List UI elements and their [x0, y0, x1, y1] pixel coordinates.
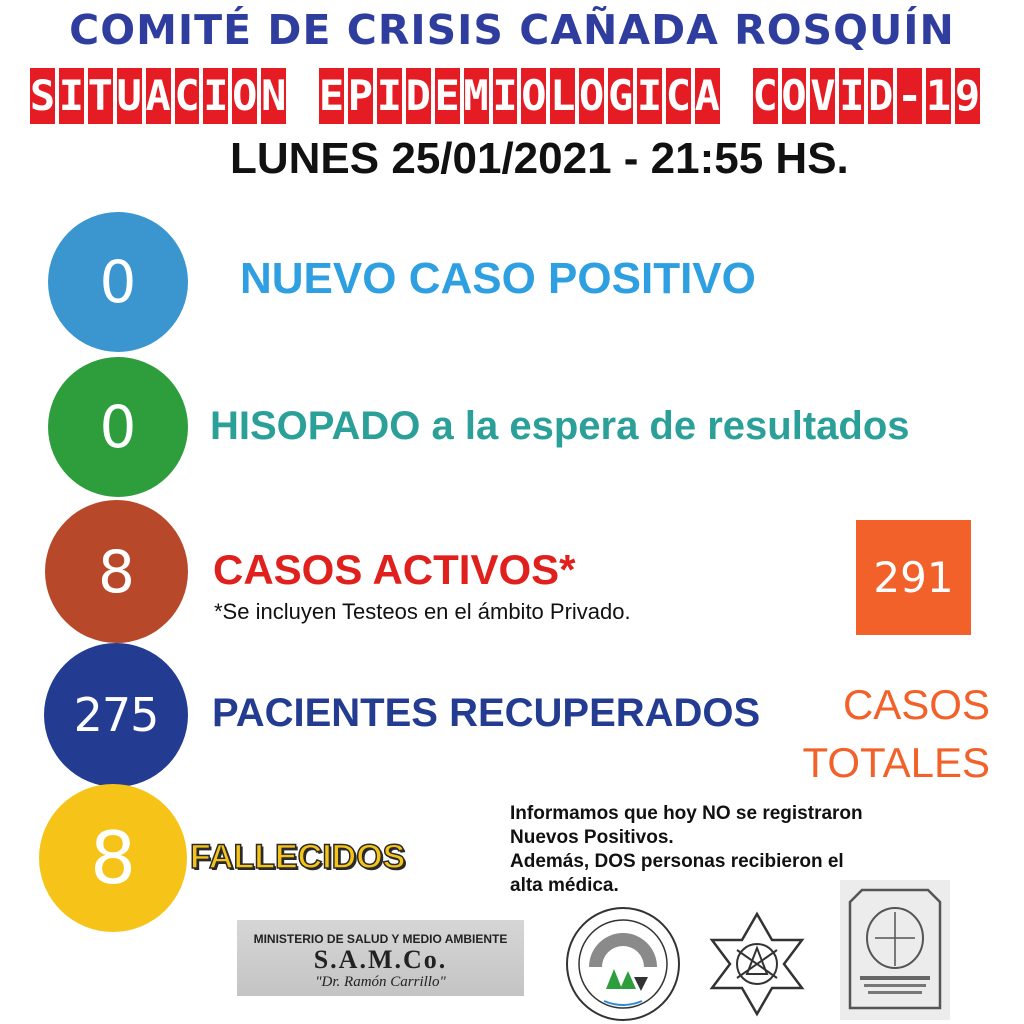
- recovered-label: PACIENTES RECUPERADOS: [212, 691, 761, 735]
- new-cases-label: NUEVO CASO POSITIVO: [240, 254, 756, 303]
- info-line: Informamos que hoy NO se registraron: [510, 803, 863, 824]
- subtitle-letter: A: [695, 68, 720, 124]
- subtitle-letter: I: [637, 68, 662, 124]
- subtitle-letter: N: [261, 68, 286, 124]
- subtitle-gap: [724, 68, 749, 124]
- total-cases-label-line2: TOTALES: [802, 739, 990, 786]
- new-cases-count: 0: [48, 212, 188, 352]
- subtitle-letter: C: [666, 68, 691, 124]
- subtitle-letter: T: [88, 68, 113, 124]
- subtitle-letter: O: [579, 68, 604, 124]
- subtitle-letter: D: [868, 68, 893, 124]
- total-cases-count: 291: [856, 520, 971, 635]
- samco-logo: [237, 920, 524, 996]
- subtitle-letter: U: [117, 68, 142, 124]
- subtitle-letter: O: [232, 68, 257, 124]
- subtitle-letter: S: [30, 68, 55, 124]
- subtitle-letter: I: [203, 68, 228, 124]
- subtitle-letter: L: [550, 68, 575, 124]
- subtitle-letter: M: [464, 68, 489, 124]
- subtitle-letter: 9: [955, 68, 980, 124]
- samco-ministry-text: MINISTERIO DE SALUD Y MEDIO AMBIENTE: [253, 932, 508, 946]
- total-cases-label: [770, 676, 990, 792]
- subtitle-letter: C: [753, 68, 778, 124]
- subtitle-banner: [30, 68, 980, 124]
- police-station-seal-icon: [840, 880, 950, 1020]
- samco-doctor: "Dr. Ramón Carrillo": [315, 974, 446, 990]
- firefighters-emblem-icon: [702, 910, 812, 1018]
- info-line: Además, DOS personas recibieron el: [510, 851, 844, 872]
- info-line: Nuevos Positivos.: [510, 827, 674, 848]
- samco-name: S.A.M.Co.: [313, 945, 448, 974]
- subtitle-letter: O: [521, 68, 546, 124]
- subtitle-gap: [290, 68, 315, 124]
- subtitle-letter: G: [608, 68, 633, 124]
- subtitle-letter: I: [377, 68, 402, 124]
- subtitle-letter: P: [348, 68, 373, 124]
- subtitle-letter: C: [175, 68, 200, 124]
- page-title: COMITÉ DE CRISIS CAÑADA ROSQUÍN: [69, 6, 955, 54]
- active-cases-note: *Se incluyen Testeos en el ámbito Privado.: [214, 599, 631, 624]
- subtitle-letter: -: [897, 68, 922, 124]
- subtitle-letter: I: [493, 68, 518, 124]
- active-cases-count: 8: [45, 500, 188, 643]
- subtitle-letter: V: [810, 68, 835, 124]
- info-line: alta médica.: [510, 875, 619, 896]
- subtitle-letter: I: [839, 68, 864, 124]
- deaths-count: 8: [39, 784, 187, 932]
- subtitle-letter: A: [146, 68, 171, 124]
- active-cases-label: CASOS ACTIVOS*: [213, 546, 576, 593]
- subtitle-letter: E: [319, 68, 344, 124]
- recovered-count: 275: [44, 643, 188, 787]
- subtitle-letter: D: [406, 68, 431, 124]
- total-cases-label-line1: CASOS: [842, 681, 990, 728]
- pending-swabs-count: 0: [48, 357, 188, 497]
- pending-swabs-label: HISOPADO a la espera de resultados: [210, 404, 910, 448]
- subtitle-letter: I: [59, 68, 84, 124]
- comuna-seal-icon: [564, 905, 682, 1023]
- subtitle-letter: E: [435, 68, 460, 124]
- subtitle-letter: O: [782, 68, 807, 124]
- report-date: LUNES 25/01/2021 - 21:55 HS.: [230, 134, 849, 183]
- subtitle-letter: 1: [926, 68, 951, 124]
- deaths-label: FALLECIDOS: [190, 838, 406, 876]
